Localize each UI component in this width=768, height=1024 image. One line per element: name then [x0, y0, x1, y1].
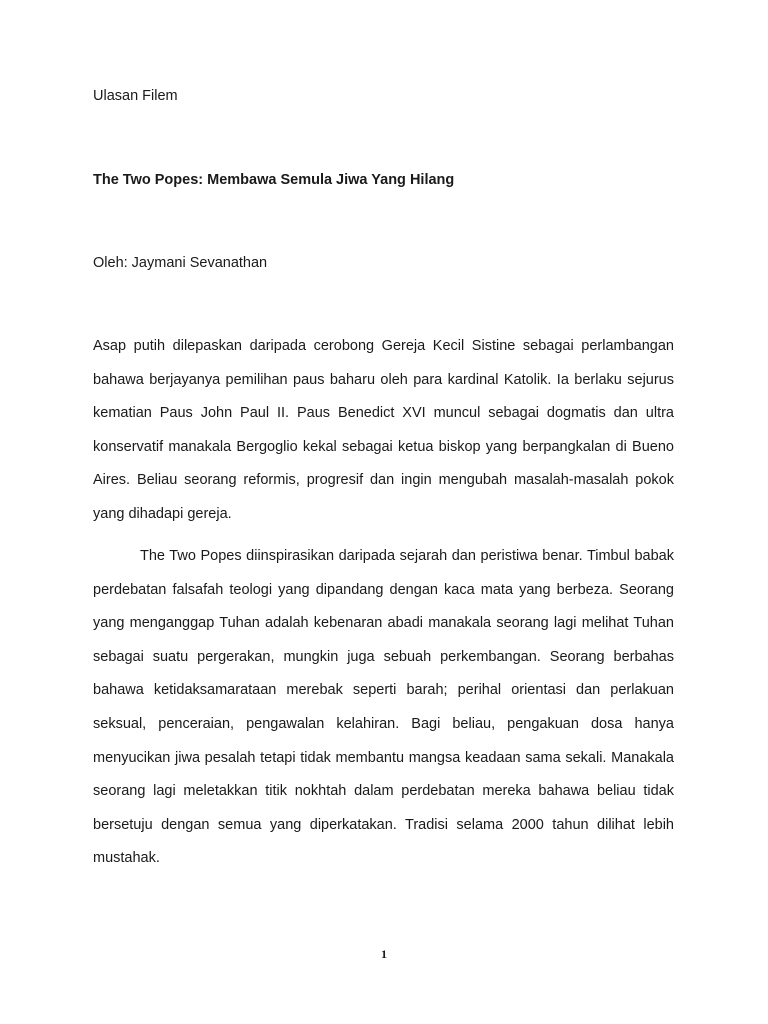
body-paragraph-1: Asap putih dilepaskan daripada cerobong Gereja Kecil Sistine sebagai perlambangan bahawa berjayanya pemilihan paus baharu oleh para kardinal Katolik. Ia berlaku sejurus kematian Paus John Paul II. Paus Benedict XVI muncul sebagai dogmatis dan ultra konservatif manakala Bergoglio kekal sebagai ketua biskop yang berpangkalan di Bueno Aires. Beliau seorang reformis, progresif dan ingin mengubah masalah-masalah pokok yang dihadapi gereja.: [93, 338, 674, 522]
body-paragraph-2: The Two Popes diinspirasikan daripada sejarah dan peristiwa benar. Timbul babak perdebatan falsafah teologi yang dipandang dengan kaca mata yang berbeza. Seorang yang menganggap Tuhan adalah kebenaran abadi manakala seorang lagi melihat Tuhan sebagai suatu pergerakan, mungkin juga sebuah perkembangan. Seorang berbahas bahawa ketidaksamarataan merebak seperti barah; perihal orientasi dan perlakuan seksual, penceraian, pengawalan kelahiran. Bagi beliau, pengakuan dosa hanya menyucikan jiwa pesalah tetapi tidak membantu mangsa keadaan sama sekali. Manakala seorang lagi meletakkan titik nokhtah dalam perdebatan mereka bahawa beliau tidak bersetuju dengan semua yang diperkatakan. Tradisi selama 2000 tahun dilihat lebih mustahak.: [93, 548, 674, 867]
page-number: 1: [381, 947, 387, 961]
article-author: Oleh: Jaymani Sevanathan: [93, 255, 268, 271]
document-category-label: Ulasan Filem: [93, 88, 178, 104]
article-title: The Two Popes: Membawa Semula Jiwa Yang Hilang: [93, 172, 455, 188]
